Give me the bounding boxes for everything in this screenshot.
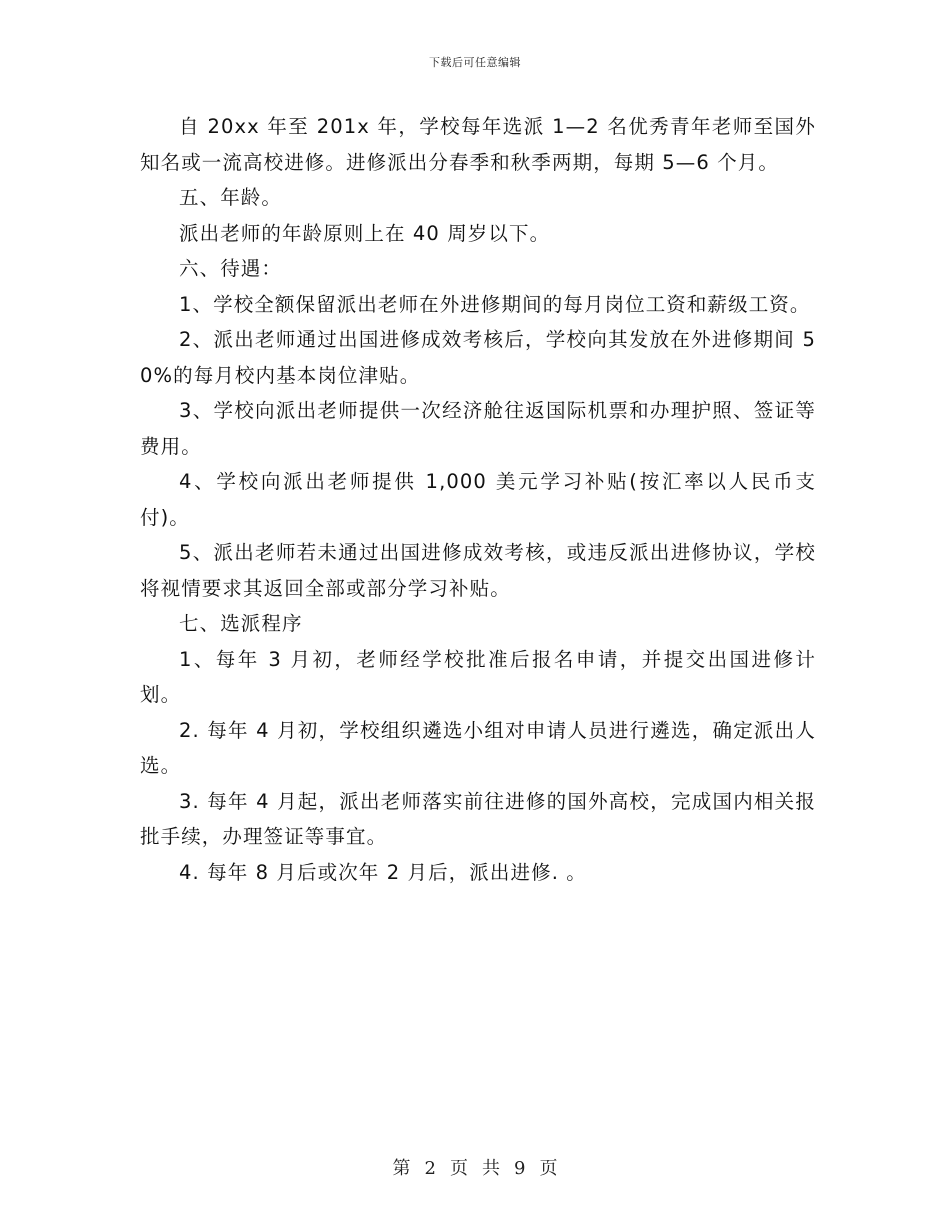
paragraph-procedure-3: 3. 每年 4 月起，派出老师落实前往进修的国外高校，完成国内相关报批手续，办理签证等事宜。 xyxy=(140,789,816,848)
paragraph-benefit-3: 3、学校向派出老师提供一次经济舱往返国际机票和办理护照、签证等费用。 xyxy=(140,399,816,458)
section-heading-age: 五、年龄。 xyxy=(179,186,283,209)
paragraph-procedure-1: 1、每年 3 月初，老师经学校批准后报名申请，并提交出国进修计划。 xyxy=(140,647,816,706)
page-label-mid2: 共 xyxy=(482,1158,500,1179)
paragraph-benefit-2: 2、派出老师通过出国进修成效考核后，学校向其发放在外进修期间 50%的每月校内基本岗位津贴。 xyxy=(140,328,816,387)
paragraph-benefit-5: 5、派出老师若未通过出国进修成效考核，或违反派出进修协议，学校将视情要求其返回全部或部分学习补贴。 xyxy=(140,541,816,600)
paragraph-procedure-4: 4. 每年 8 月后或次年 2 月后，派出进修. 。 xyxy=(179,860,587,884)
page-header: 下载后可任意编辑 xyxy=(429,56,521,69)
total-pages-number: 9 xyxy=(514,1158,526,1179)
page-label-mid1: 页 xyxy=(450,1158,468,1179)
paragraph-procedure-2: 2. 每年 4 月初，学校组织遴选小组对申请人员进行遴选，确定派出人选。 xyxy=(140,718,816,777)
page-label-suffix: 页 xyxy=(539,1158,558,1179)
paragraph-age: 派出老师的年龄原则上在 40 周岁以下。 xyxy=(179,221,551,245)
section-heading-benefits: 六、待遇： xyxy=(179,257,283,280)
document-body xyxy=(140,109,816,890)
page-footer xyxy=(0,1154,950,1180)
paragraph-benefit-1: 1、学校全额保留派出老师在外进修期间的每月岗位工资和薪级工资。 xyxy=(179,292,811,316)
section-heading-procedure: 七、选派程序 xyxy=(179,612,303,635)
current-page-number: 2 xyxy=(424,1158,436,1179)
page-label-prefix: 第 xyxy=(392,1158,411,1179)
paragraph-benefit-4: 4、学校向派出老师提供 1,000 美元学习补贴(按汇率以人民币支付)。 xyxy=(140,470,816,529)
paragraph-intro: 自 20xx 年至 201x 年，学校每年选派 1—2 名优秀青年老师至国外知名或一流高校进修。进修派出分春季和秋季两期，每期 5—6 个月。 xyxy=(140,115,816,174)
